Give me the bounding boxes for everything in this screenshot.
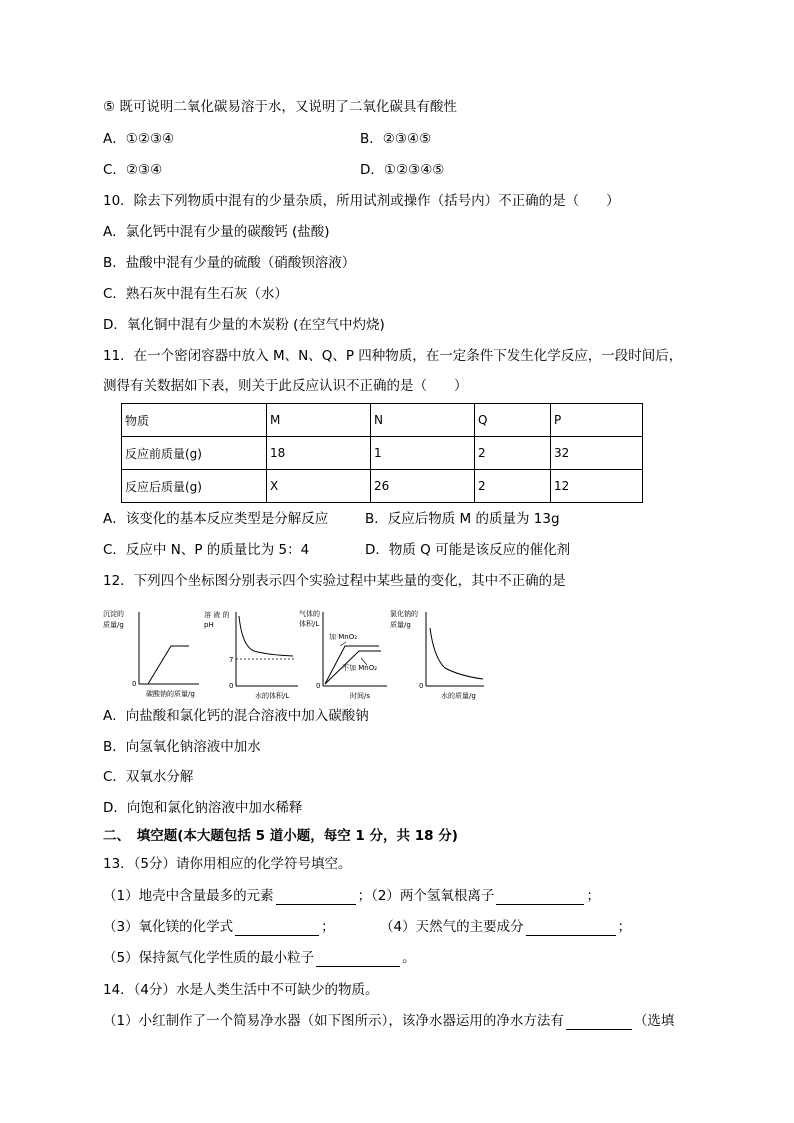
q14-part1 [103,1012,674,1030]
q9-option-b: B．②③④⑤ [360,131,432,147]
table-header-cell: Q [475,404,551,437]
table-header-cell: 物质 [122,404,267,437]
q13-part2-label: ；（2）两个氢氧根离子 [357,888,495,904]
graph-xlabel: 水的质量/g [441,692,476,700]
q13-part5-label: （5）保持氮气化学性质的最小粒子 [103,950,315,966]
q13-row3 [103,949,416,967]
q10-option-d: D．氧化铜中混有少量的木炭粉 (在空气中灼烧) [103,317,385,333]
q12-graph-precipitate [101,606,201,700]
q12-option-b: B．向氢氧化钠溶液中加水 [103,739,261,755]
answer-blank[interactable] [566,1015,632,1030]
q9-option-a: A．①②③④ [103,131,175,147]
q11-option-c: C．反应中 N、P 的质量比为 5：4 [103,542,310,558]
answer-blank[interactable] [526,921,616,936]
graph-curve [239,616,293,656]
q12-option-c: C．双氧水分解 [103,769,194,785]
graph-origin: 0 [229,682,234,690]
q11-stem-line1: 11．在一个密闭容器中放入 M、N、Q、P 四种物质，在一定条件下发生化学反应，一段时间后， [103,348,683,364]
graph-ylabel: pH [204,621,214,629]
q14-part1-tail: （选填 [633,1013,675,1029]
graph-xlabel: 水的体积/L [255,692,290,700]
graph-xlabel: 碳酸钠的质量/g [146,690,195,698]
graph-curve [430,628,483,679]
table-row [122,437,643,470]
graph-label-without-mno2: 不加 MnO₂ [342,664,378,672]
q13-part1-label: （1）地壳中含量最多的元素 [103,888,274,904]
table-header-cell: M [267,404,371,437]
graph-ylabel: 氯化钠的 [390,610,418,618]
q11-option-b: B．反应后物质 M 的质量为 13g [365,511,560,527]
q13-row1 [103,887,600,905]
q12-option-d: D．向饱和氯化钠溶液中加水稀释 [103,800,303,816]
q14-stem: 14．（4分）水是人类生活中不可缺少的物质。 [103,982,379,998]
graph-xlabel: 时间/s [350,692,371,700]
graph-label-with-mno2: 加 MnO₂ [329,633,358,641]
answer-blank[interactable] [496,890,584,905]
table-row [122,470,643,503]
table-cell: 反应后质量(g) [122,470,267,503]
q13-part4-label: （4）天然气的主要成分 [380,919,524,935]
graph-tick-7: 7 [229,656,234,664]
semicolon: ； [586,888,600,904]
semicolon: ； [321,919,335,935]
table-header-cell: P [551,404,643,437]
graph-ylabel: 沉淀的 [103,610,124,618]
graph-ylabel: 质量/g [390,621,411,629]
q11-data-table [121,403,643,503]
graph-origin: 0 [316,682,321,690]
q10-stem: 10．除去下列物质中混有的少量杂质，所用试剂或操作（括号内）不正确的是（ ） [103,193,620,209]
q13-stem: 13．（5分）请你用相应的化学符号填空。 [103,856,352,872]
table-cell: 26 [371,470,475,503]
answer-blank[interactable] [276,890,356,905]
graph-curve [148,646,189,684]
graph-ylabel: 气体的 [299,610,320,618]
graph-origin: 0 [132,680,137,688]
q12-stem: 12．下列四个坐标图分别表示四个实验过程中某些量的变化，其中不正确的是 [103,573,566,589]
table-cell: 反应前质量(g) [122,437,267,470]
q10-option-b: B．盐酸中混有少量的硫酸（硝酸钡溶液） [103,255,356,271]
q11-option-d: D．物质 Q 可能是该反应的催化剂 [365,542,571,558]
q12-graph-ph [198,606,300,700]
q12-graph-nacl [388,606,486,700]
graph-origin: 0 [419,682,424,690]
q12-graph-gas [297,606,389,700]
answer-blank[interactable] [316,952,400,967]
q12-option-a: A．向盐酸和氯化钙的混合溶液中加入碳酸钠 [103,708,369,724]
q9-option-d: D．①②③④⑤ [360,162,445,178]
q13-row2-left [103,918,335,936]
table-cell: 2 [475,437,551,470]
table-header-row [122,404,643,437]
q11-option-a: A．该变化的基本反应类型是分解反应 [103,511,329,527]
q11-stem-line2: 测得有关数据如下表，则关于此反应认识不正确的是（ ） [103,378,468,394]
graph-ylabel: 溶 液 的 [204,611,230,619]
q10-option-c: C．熟石灰中混有生石灰（水） [103,286,288,302]
table-cell: 32 [551,437,643,470]
table-cell: X [267,470,371,503]
q10-option-a: A．氯化钙中混有少量的碳酸钙 (盐酸) [103,224,330,240]
q9-option-c: C．②③④ [103,162,163,178]
section-title: 二、 填空题(本大题包括 5 道小题，每空 1 分，共 18 分) [103,828,458,844]
answer-blank[interactable] [235,921,319,936]
period: 。 [402,950,416,966]
table-cell: 1 [371,437,475,470]
q13-row2-right [380,918,631,936]
table-header-cell: N [371,404,475,437]
table-cell: 18 [267,437,371,470]
graph-ylabel: 质量/g [103,621,124,629]
table-cell: 12 [551,470,643,503]
table-cell: 2 [475,470,551,503]
q13-part3-label: （3）氧化镁的化学式 [103,919,234,935]
semicolon: ； [617,919,632,935]
q9-item5: ⑤ 既可说明二氧化碳易溶于水，又说明了二氧化碳具有酸性 [103,99,457,115]
q14-part1-label: （1）小红制作了一个简易净水器（如下图所示），该净水器运用的净水方法有 [103,1013,564,1029]
graph-ylabel: 体积/L [299,620,320,628]
